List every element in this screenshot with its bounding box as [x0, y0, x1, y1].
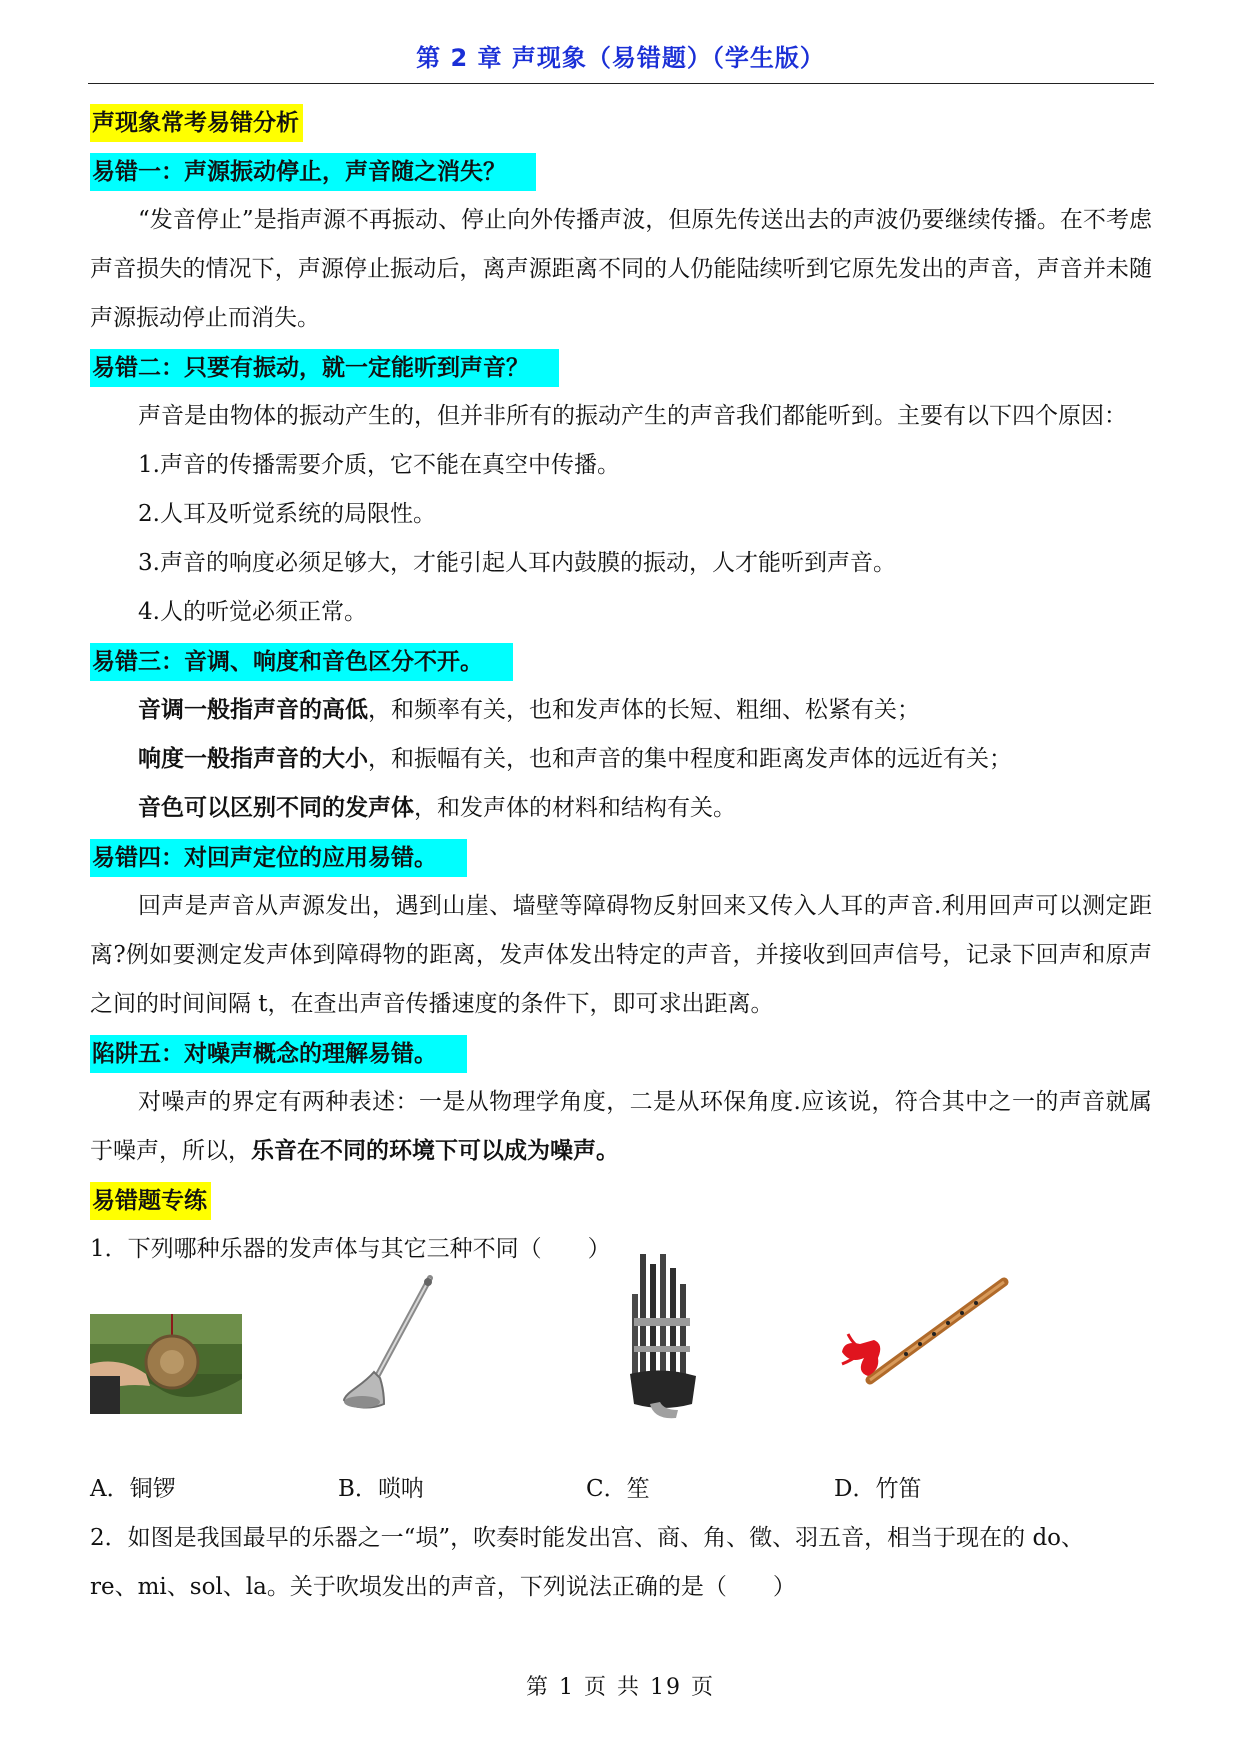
option-a: A．铜锣 [90, 1476, 176, 1502]
loudness-desc: ，和振幅有关，也和声音的集中程度和距离发声体的远近有关； [368, 746, 1012, 772]
section-1-body: “发音停止”是指声源不再振动、停止向外传播声波，但原先传送出去的声波仍要继续传播。在不考虑声音损失的情况下，声源停止振动后，离声源距离不同的人仍能陆续听到它原先发出的声音，声音并未随声源振动停止而消失。 [90, 207, 1152, 331]
page-title: 第 2 章 声现象（易错题）（学生版） [416, 44, 825, 72]
option-b: B．唢呐 [338, 1476, 424, 1502]
section-1-title: 易错一：声源振动停止，声音随之消失？ [90, 153, 536, 191]
loudness-term: 响度一般指声音的大小 [138, 746, 368, 772]
document-body [90, 98, 1152, 1612]
section-2-title: 易错二：只要有振动，就一定能听到声音？ [90, 349, 559, 387]
section-3-line-pitch [90, 686, 1152, 735]
question-2-stem-line-2: re、mi、sol、la。关于吹埙发出的声音，下列说法正确的是（ ） [90, 1574, 796, 1600]
header-rule [88, 83, 1154, 84]
practice-heading: 易错题专练 [90, 1182, 211, 1220]
section-3-line-loudness [90, 735, 1152, 784]
pitch-desc: ，和频率有关，也和发声体的长短、粗细、松紧有关； [368, 697, 920, 723]
option-d: D．竹笛 [834, 1476, 922, 1502]
section-5-body-text: 对噪声的界定有两种表述：一是从物理学角度，二是从环保角度.应该说，符合其中之一的声音就属于噪声，所以， [90, 1089, 1152, 1164]
section-3-title: 易错三：音调、响度和音色区分不开。 [90, 643, 513, 681]
gong-image [90, 1314, 242, 1414]
section-2-item: 1.声音的传播需要介质，它不能在真空中传播。 [138, 452, 620, 478]
section-2-item: 3.声音的响度必须足够大，才能引起人耳内鼓膜的振动，人才能听到声音。 [138, 550, 896, 576]
question-2-stem-line-1: 2．如图是我国最早的乐器之一“埙”，吹奏时能发出宫、商、角、徵、羽五音，相当于现在的 do、 [90, 1525, 1085, 1551]
question-1-options [90, 1464, 1152, 1514]
section-5-body-bold: 乐音在不同的环境下可以成为噪声。 [251, 1138, 619, 1164]
question-1-stem: 1．下列哪种乐器的发声体与其它三种不同（ ） [90, 1236, 611, 1262]
analysis-heading: 声现象常考易错分析 [90, 104, 303, 142]
suona-image [340, 1274, 440, 1424]
section-3-line-timbre [90, 784, 1152, 833]
section-4-body: 回声是声音从声源发出，遇到山崖、墙壁等障碍物反射回来又传入人耳的声音.利用回声可以测定距离?例如要测定发声体到障碍物的距离，发声体发出特定的声音，并接收到回声信号，记录下回声和原声之间的时间间隔 t，在查出声音传播速度的条件下，即可求出距离。 [90, 893, 1152, 1017]
section-2-body: 声音是由物体的振动产生的，但并非所有的振动产生的声音我们都能听到。主要有以下四个原因： [138, 403, 1127, 429]
timbre-term: 音色可以区别不同的发声体 [138, 795, 414, 821]
section-2-item: 2.人耳及听觉系统的局限性。 [138, 501, 436, 527]
pitch-term: 音调一般指声音的高低 [138, 697, 368, 723]
question-1-images [90, 1274, 1152, 1464]
page-number: 第 1 页 共 19 页 [526, 1675, 715, 1700]
section-5-title: 陷阱五：对噪声概念的理解易错。 [90, 1035, 467, 1073]
sheng-image [620, 1254, 710, 1424]
section-4-title: 易错四：对回声定位的应用易错。 [90, 839, 467, 877]
timbre-desc: ，和发声体的材料和结构有关。 [414, 795, 736, 821]
flute-image [840, 1274, 1010, 1394]
section-2-item: 4.人的听觉必须正常。 [138, 599, 367, 625]
section-5-body [90, 1078, 1152, 1176]
option-c: C．笙 [586, 1476, 650, 1502]
